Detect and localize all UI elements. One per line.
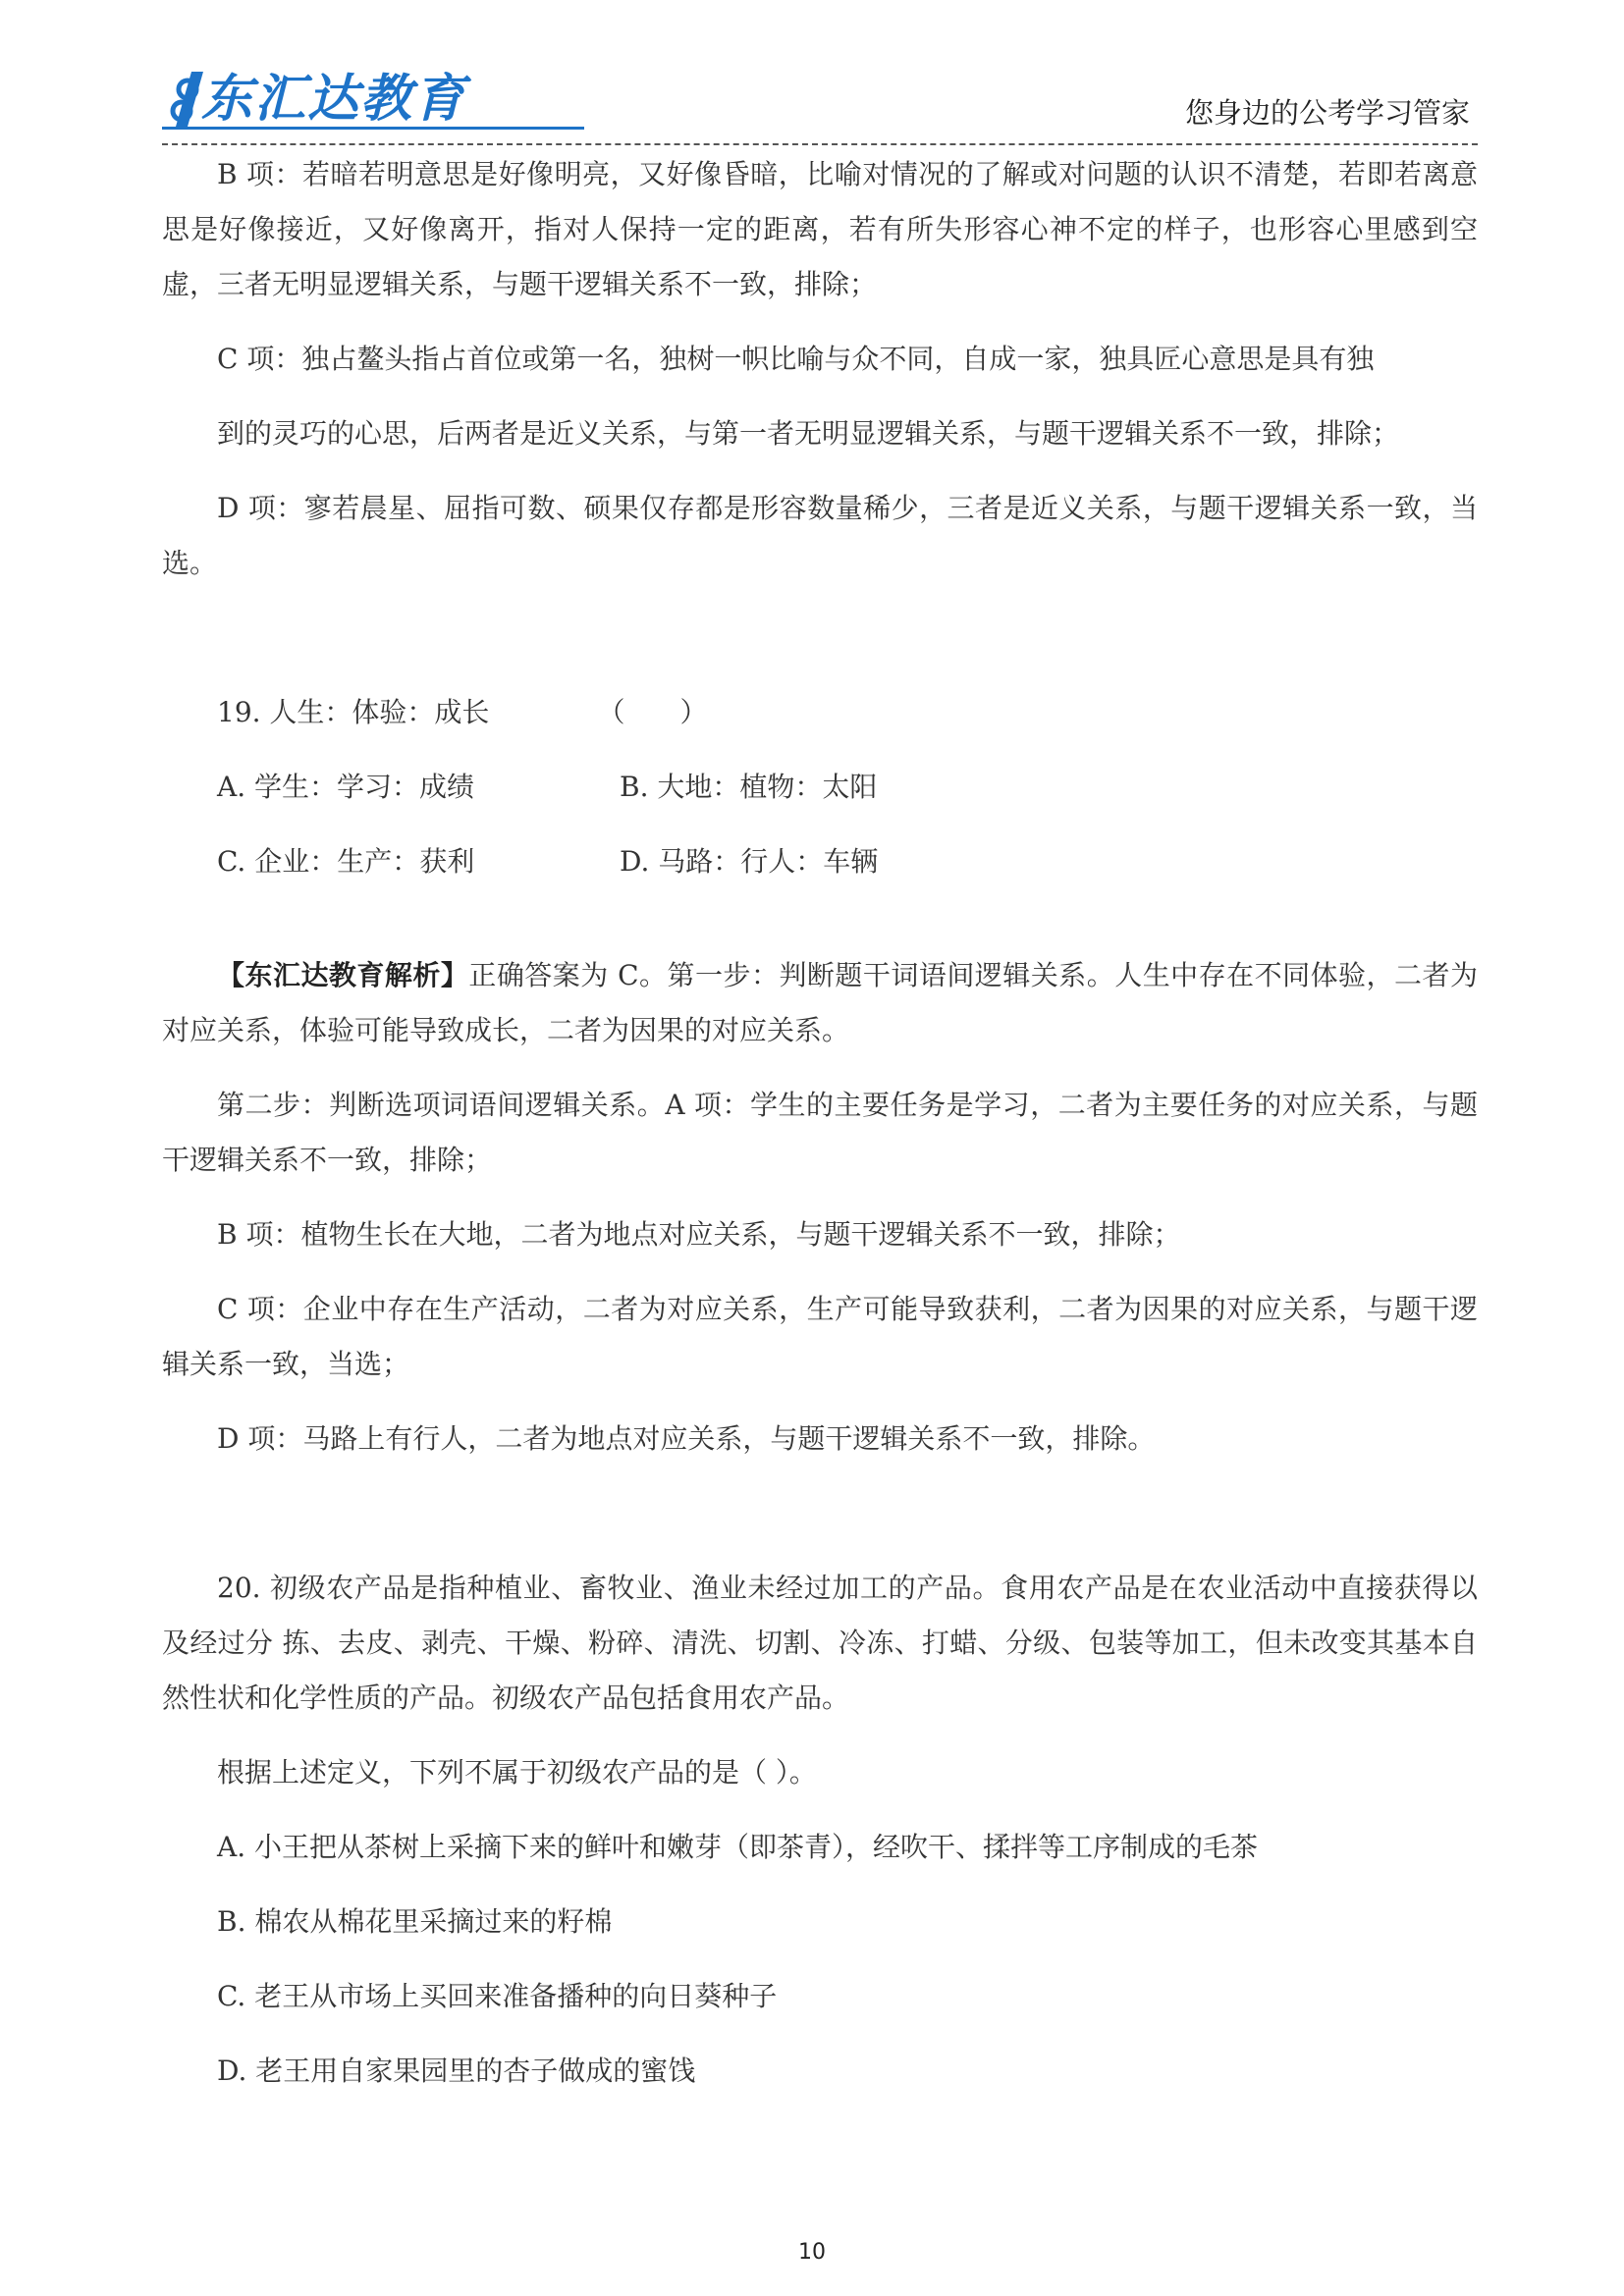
page-number: 10 [798, 2240, 826, 2265]
q19-options-row-2 [162, 834, 1478, 889]
q20-definition: 20. 初级农产品是指种植业、畜牧业、渔业未经过加工的产品。食用农产品是在农业活动中直接获得以及经过分 拣、去皮、剥壳、干燥、粉碎、清洗、切割、冷冻、打蜡、分级、包装等加工，但未改变其基本自然性状和化学性质的产品。初级农产品包括食用农产品。 [162, 1572, 1478, 1714]
q19-option-d: D. 马路：行人：车辆 [620, 845, 879, 878]
q19-option-d-analysis: D 项：马路上有行人，二者为地点对应关系，与题干逻辑关系不一致，排除。 [217, 1422, 1156, 1455]
q18-option-c-analysis-line2: 到的灵巧的心思，后两者是近义关系，与第一者无明显逻辑关系，与题干逻辑关系不一致，排除； [217, 417, 1400, 450]
q19-options-row-1 [162, 760, 1478, 815]
question-19 [162, 685, 1478, 1467]
q19-option-b-analysis: B 项：植物生长在大地，二者为地点对应关系，与题干逻辑关系不一致，排除； [217, 1218, 1181, 1251]
q18-option-d-analysis: D 项：寥若晨星、屈指可数、硕果仅存都是形容数量稀少，三者是近义关系，与题干逻辑关系一致，当选。 [162, 492, 1478, 579]
q20-question: 根据上述定义，下列不属于初级农产品的是（ ）。 [217, 1756, 817, 1789]
q18-option-b-analysis: B 项：若暗若明意思是好像明亮，又好像昏暗，比喻对情况的了解或对问题的认识不清楚，若即若离意思是好像接近，又好像离开，指对人保持一定的距离，若有所失形容心神不定的样子，也形容心里感到空虚，三者无明显逻辑关系，与题干逻辑关系不一致，排除； [162, 158, 1478, 300]
q20-option-c: C. 老王从市场上买回来准备播种的向日葵种子 [217, 1980, 778, 2012]
q19-stem-text: 19. 人生：体验：成长 [217, 696, 490, 728]
q19-stem [162, 685, 1478, 740]
page-header [162, 54, 1478, 142]
q19-option-b: B. 大地：植物：太阳 [620, 771, 878, 803]
q18-analysis [162, 147, 1478, 591]
q19-answer-blank: （ ） [597, 696, 708, 728]
logo-emblem-icon [173, 72, 203, 127]
q19-analysis-intro [162, 948, 1478, 1058]
q19-analysis-intro-text: 正确答案为 C。第一步：判断题干词语间逻辑关系。人生中存在不同体验，二者为对应关系，体验可能导致成长，二者为因果的对应关系。 [162, 959, 1478, 1046]
question-20 [162, 1561, 1478, 2099]
q20-option-b: B. 棉农从棉花里采摘过来的籽棉 [217, 1905, 613, 1938]
header-slogan: 您身边的公考学习管家 [1184, 96, 1470, 130]
q19-option-a: A. 学生：学习：成绩 [217, 771, 475, 803]
page-content [162, 147, 1478, 2099]
q18-option-c-analysis-line1: C 项：独占鳌头指占首位或第一名，独树一帜比喻与众不同，自成一家，独具匠心意思是具有独 [217, 343, 1375, 375]
company-logo [162, 64, 584, 133]
logo-text: 东汇达教育 [201, 70, 467, 129]
q20-option-a: A. 小王把从茶树上采摘下来的鲜叶和嫩芽（即茶青），经吹干、揉拌等工序制成的毛茶 [217, 1831, 1259, 1863]
header-divider [162, 143, 1478, 145]
q19-option-c: C. 企业：生产：获利 [217, 845, 475, 878]
q19-analysis-step2: 第二步：判断选项词语间逻辑关系。A 项：学生的主要任务是学习，二者为主要任务的对应关系，与题干逻辑关系不一致，排除； [162, 1089, 1478, 1176]
q20-option-d: D. 老王用自家果园里的杏子做成的蜜饯 [217, 2055, 696, 2087]
analysis-label: 【东汇达教育解析】 [217, 959, 469, 991]
q19-option-c-analysis: C 项：企业中存在生产活动，二者为对应关系，生产可能导致获利，二者为因果的对应关系，与题干逻辑关系一致，当选； [162, 1293, 1478, 1380]
